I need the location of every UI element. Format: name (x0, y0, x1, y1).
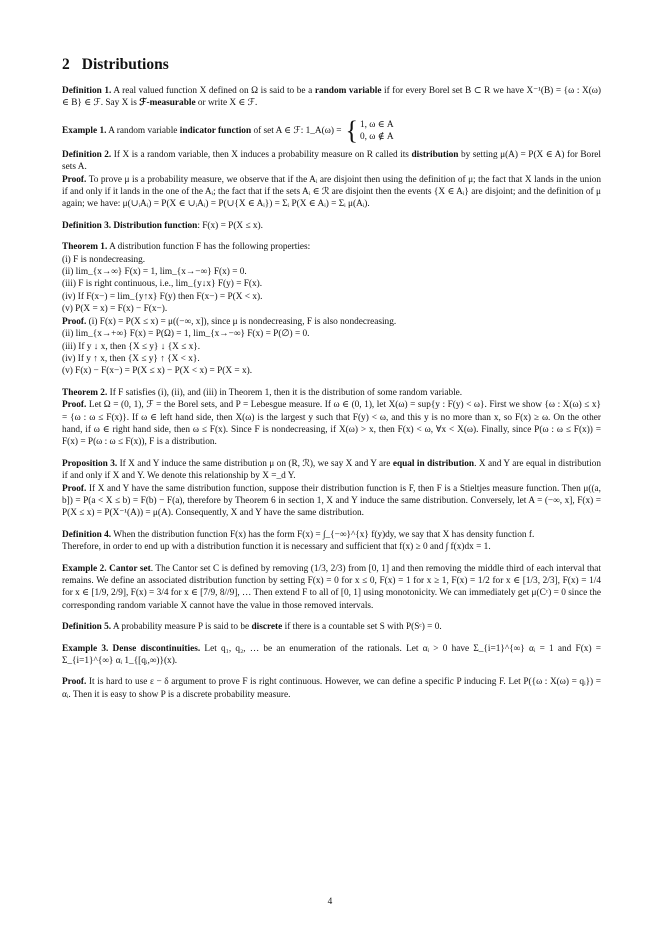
proof-1: Proof. To prove μ is a probability measure, we observe that if the Aᵢ are disjoint then using the definition of μ; the fact that X lands in the union if and only if it lands in the one of the Aᵢ; the fact that if the sets Aᵢ ∈ ℛ are disjoint then the events {X ∈ Aᵢ} are disjoint; and the definition of μ again; we have: μ(∪ᵢAᵢ) = P(X ∈ ∪ᵢAᵢ) = P(∪{X ∈ Aᵢ}) = Σᵢ P(X ∈ Aᵢ) = Σᵢ μ(Aᵢ). (62, 174, 601, 210)
theorem-1-item: (i) F is nondecreasing. (62, 254, 146, 265)
proof-item: (iv) If y ↑ x, then {X ≤ y} ↑ {X < x}. (62, 353, 200, 364)
section-heading (62, 56, 601, 74)
definition-5: Definition 5. A probability measure P is said to be discrete if there is a countable set S with P(Sᶜ) = 0. (62, 622, 442, 633)
theorem-1-item: (v) P(X = x) = F(x) − F(x−). (62, 304, 168, 315)
theorem-1-item: (ii) lim_{x→∞} F(x) = 1, lim_{x→−∞} F(x) = 0. (62, 267, 247, 278)
proof-last: Proof. It is hard to use ε − δ argument to prove F is right continuous. However, we can define a specific P inducing F. Let P({ω : X(ω) = qᵢ}) = αᵢ. Then it is easy to show P is a discrete probability measure. (62, 677, 601, 700)
theorem-1-item: (iv) If F(x−) = lim_{y↑x} F(y) then F(x−) = P(X < x). (62, 291, 263, 302)
definition-1: Definition 1. A real valued function X defined on Ω is said to be a random variable if for every Borel set B ⊂ R we have X⁻¹(B) = {ω : X(ω) ∈ B} ∈ ℱ. Say X is ℱ-measurable or write X ∈ ℱ. (62, 86, 601, 109)
proof-item: (iii) If y ↓ x, then {X ≤ y} ↓ {X ≤ x}. (62, 341, 201, 352)
section-number: 2 (62, 56, 70, 73)
proof-item: (v) F(x) − F(x−) = P(X ≤ x) − P(X < x) = P(X = x). (62, 366, 253, 377)
theorem-1: Theorem 1. A distribution function F has the following properties: (i) F is nondecreasing. (ii) lim_{x→∞} F(x) = 1, lim_{x→−∞} F(x) = 0. (iii) F is right continuous, i.e., lim_{y↓x} F(y) = F(x). (iv) If F(x−) = lim_{y↑x} F(y) then F(x−) = P(X < x). (v) P(X = x) = F(x) − F(x−). Proof. (i) F(x) = P(X ≤ x) = μ((−∞, x]), since μ is nondecreasing, F is also nondecreasing. (ii) lim_{x→+∞} F(x) = P(Ω) = 1, lim_{x→−∞} F(x) = P(∅) = 0. (iii) If y ↓ x, then {X ≤ y} ↓ {X ≤ x}. (iv) If y ↑ x, then {X ≤ y} ↑ {X < x}. (v) F(x) − F(x−) = P(X ≤ x) − P(X < x) = P(X = x). (62, 241, 601, 377)
definition-3: Definition 3. Distribution function: F(x) = P(X ≤ x). (62, 220, 263, 231)
example-2: Example 2. Cantor set. The Cantor set C is defined by removing (1/3, 2/3) from [0, 1] and then removing the middle third of each interval that remains. We define an associated distribution function by setting F(x) = 0 for x ≤ 0, F(x) = 1 for x ≥ 1, F(x) = 1/2 for x ∈ [1/3, 2/3], F(x) = 1/4 for x ∈ [1/9, 2/9], F(x) = 3/4 for x ∈ [7/9, 8//9], … Then extend F to all of [0, 1] using monotonicity. We can immediately get μ(Cᶜ) = 0 since the corresponding random variable X cannot have the value in those removed intervals. (62, 563, 601, 611)
page-number: 4 (327, 897, 333, 907)
definition-2: Definition 2. If X is a random variable, then X induces a probability measure on R called its distribution by setting μ(A) = P(X ∈ A) for Borel sets A. Proof. To prove μ is a probability measure, we observe that if the Aᵢ are disjoint then using the definition of μ; the fact that X lands in the union if and only if it lands in the one of the Aᵢ; the fact that if the sets Aᵢ ∈ ℛ are disjoint then the events {X ∈ Aᵢ} are disjoint; and the definition of μ again; we have: μ(∪ᵢAᵢ) = P(X ∈ ∪ᵢAᵢ) = P(∪{X ∈ Aᵢ}) = Σᵢ P(X ∈ Aᵢ) = Σᵢ μ(Aᵢ). (62, 149, 601, 210)
example-1: Example 1. A random variable indicator function of set A ∈ ℱ: 1_A(ω) = { 1, ω ∈ A 0, ω ∉ A (62, 115, 394, 145)
theorem-2: Theorem 2. If F satisfies (i), (ii), and (iii) in Theorem 1, then it is the distribution of some random variable. Proof. Let Ω = (0, 1), ℱ = the Borel sets, and P = Lebesgue measure. If ω ∈ (0, 1), let X(ω) = sup{y : F(y) < ω}. First we show {ω : X(ω) ≤ x} = {ω : ω ≤ F(x)}. If ω ∈ left hand side, then X(ω) is the largest y such that F(y) < ω, and this y is no more than x, so F(x) ≥ ω. On the other hand, if ω ∈ right hand side, then ω ≤ F(x). Since F is nondecreasing, if X(ω) > x, then F(x) < ω, ∀x < X(ω). Finally, since P(ω : ω ≤ F(x)) = F(x) = P(ω : ω ≤ F(x)), F is a distribution. (62, 387, 601, 448)
definition-4: Definition 4. When the distribution function F(x) has the form F(x) = ∫_{−∞}^{x} f(y)dy, we say that X has density function f. Therefore, in order to end up with a distribution function it is necessary and sufficient that f(x) ≥ 0 and ∫ f(x)dx = 1. (62, 529, 535, 553)
proposition-3: Proposition 3. If X and Y induce the same distribution μ on (R, ℛ), we say X and Y are equal in distribution. X and Y are equal in distribution if and only if X and Y. We denote this relationship by X =_d Y. Proof. If X and Y have the same distribution function, suppose their distribution function is F, then F is a Stieltjes measure function. Then μ((a, b]) = P(a < X ≤ b) = F(b) − F(a), therefore by Theorem 6 in section 1, X and Y induce the same distribution. Conversely, let A = (−∞, x], F(x) = P(X ≤ x) = P(X⁻¹(A)) = μ(A). Consequently, X and Y have the same distribution. (62, 458, 601, 519)
proof-item: (ii) lim_{x→+∞} F(x) = P(Ω) = 1, lim_{x→−∞} F(x) = P(∅) = 0. (62, 329, 310, 340)
page-content (62, 56, 601, 710)
section-title: Distributions (81, 56, 169, 73)
example-3: Example 3. Dense discontinuities. Let q₁, q₂, … be an enumeration of the rationals. Let αᵢ > 0 have Σ_{i=1}^{∞} αᵢ = 1 and F(x) = Σ_{i=1}^{∞} αᵢ 1_{[qᵢ,∞)}(x). (62, 643, 601, 667)
theorem-1-item: (iii) F is right continuous, i.e., lim_{y↓x} F(y) = F(x). (62, 279, 263, 290)
indicator-cases: { 1, ω ∈ A 0, ω ∉ A (345, 115, 394, 145)
